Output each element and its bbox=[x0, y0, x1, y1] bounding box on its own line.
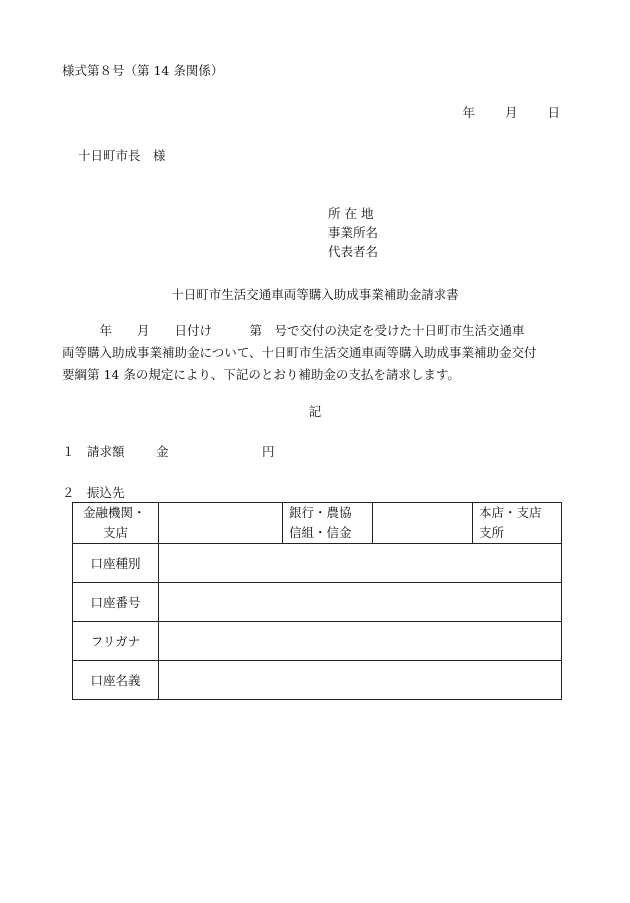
claim-amount-line bbox=[62, 446, 275, 459]
document-title: 十日町市生活交通車両等購入助成事業補助金請求書 bbox=[171, 287, 459, 302]
addressee: 十日町市長 様 bbox=[78, 148, 166, 163]
form-number: 様式第８号（第 14 条関係） bbox=[62, 63, 224, 78]
ki-heading: 記 bbox=[308, 404, 322, 419]
account-number-label: 口座番号 bbox=[73, 583, 159, 622]
branch-name-field[interactable] bbox=[373, 503, 473, 544]
date-month: 月 bbox=[504, 105, 518, 120]
sender-representative-label: 代表者名 bbox=[328, 244, 379, 259]
table-row bbox=[73, 583, 562, 622]
claim-amount-prefix: 金 bbox=[156, 444, 169, 459]
account-holder-field[interactable] bbox=[159, 661, 562, 700]
bank-details-table bbox=[72, 502, 562, 700]
date-year: 年 bbox=[462, 105, 475, 120]
bank-type-label: 銀行・農協 信組・信金 bbox=[283, 503, 373, 544]
claim-amount-label: １ 請求額 bbox=[62, 444, 125, 459]
account-number-field[interactable] bbox=[159, 583, 562, 622]
account-type-label: 口座種別 bbox=[73, 544, 159, 583]
account-type-field[interactable] bbox=[159, 544, 562, 583]
furigana-field[interactable] bbox=[159, 622, 562, 661]
sender-company-label: 事業所名 bbox=[328, 225, 379, 240]
transfer-destination-label: ２ 振込先 bbox=[62, 485, 125, 500]
claim-amount-unit: 円 bbox=[262, 444, 275, 459]
date-line bbox=[462, 107, 560, 120]
sender-address-label: 所 在 地 bbox=[328, 206, 374, 221]
table-row bbox=[73, 661, 562, 700]
bank-header-row bbox=[73, 503, 562, 544]
branch-type-label: 本店・支店 支所 bbox=[473, 503, 562, 544]
body-line-2: 両等購入助成事業補助金について、十日町市生活交通車両等購入助成事業補助金交付 bbox=[62, 345, 537, 360]
table-row bbox=[73, 544, 562, 583]
institution-branch-label: 金融機関・ 支店 bbox=[73, 503, 159, 544]
institution-name-field[interactable] bbox=[159, 503, 283, 544]
body-line-1: 年 月 日付け 第 号で交付の決定を受けた十日町市生活交通車 bbox=[62, 323, 525, 338]
date-day: 日 bbox=[547, 105, 560, 120]
body-line-3: 要綱第 14 条の規定により、下記のとおり補助金の支払を請求します。 bbox=[62, 367, 460, 382]
furigana-label: フリガナ bbox=[73, 622, 159, 661]
table-row bbox=[73, 622, 562, 661]
account-holder-label: 口座名義 bbox=[73, 661, 159, 700]
